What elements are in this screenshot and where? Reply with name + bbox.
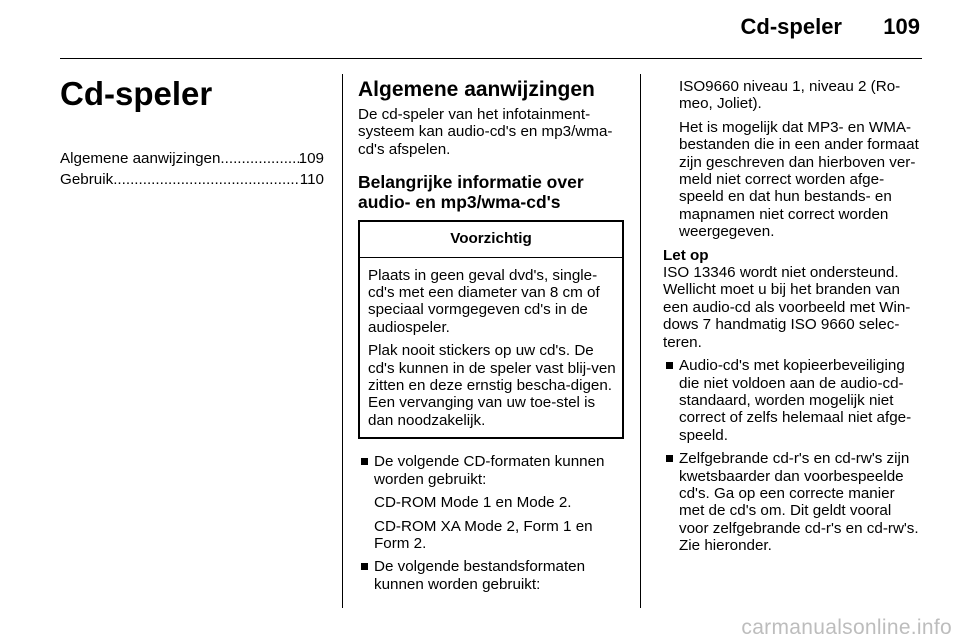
toc-leader bbox=[113, 169, 300, 190]
toc-entry-algemene-aanwijzingen[interactable] bbox=[60, 148, 324, 169]
toc-leader bbox=[220, 148, 298, 169]
continued-mp3-wma-note: Het is mogelijk dat MP3- en WMA-bestanden die in een ander formaat zijn geschreven dan hierboven ver-meld niet correct worden afge-speeld en dat hun bestands- en mapnamen niet correct worden weergegeven. bbox=[679, 118, 919, 241]
bullet-copy-protection: Audio-cd's met kopieerbeveiliging die niet voldoen aan de audio-cd-standaard, worden mogelijk niet correct of zelfs helemaal niet afge-speeld. bbox=[663, 357, 921, 444]
caution-paragraph: Plak nooit stickers op uw cd's. De cd's kunnen in de speler vast blij-ven zitten en deze ernstig bescha-digen. Een vervanging van uw toe-stel is dan noodzakelijk. bbox=[368, 342, 616, 429]
toc-page: 109 bbox=[298, 150, 324, 167]
toc-label: Gebruik bbox=[60, 171, 114, 188]
toc-page: 110 bbox=[299, 171, 324, 188]
caution-body bbox=[360, 258, 622, 438]
running-header-title: Cd-speler bbox=[740, 14, 842, 39]
continued-iso-levels: ISO9660 niveau 1, niveau 2 (Ro-meo, Joliet). bbox=[679, 78, 901, 113]
caution-box bbox=[358, 220, 624, 439]
chapter-title: Cd-speler bbox=[60, 75, 213, 112]
bullet-cd-formats: De volgende CD-formaten kunnen worden gebruikt: bbox=[358, 453, 624, 488]
page-number: 109 bbox=[883, 14, 920, 39]
bullet-self-burned-cds: Zelfgebrande cd-r's en cd-rw's zijn kwetsbaarder dan voorbespeelde cd's. Ga op een correcte manier met de cd's om. Dit geldt vooral voor zelfgebrande cd-r's en cd-rw's. Zie hieronder. bbox=[663, 450, 921, 554]
intro-paragraph: De cd-speler van het infotainment-systeem kan audio-cd's en mp3/wma-cd's afspelen. bbox=[358, 106, 613, 158]
caution-paragraph: Plaats in geen geval dvd's, single-cd's met een diameter van 8 cm of speciaal vormgegeven cd's in de audiospeler. bbox=[368, 266, 600, 336]
toc-entry-gebruik[interactable] bbox=[60, 169, 324, 190]
chapter-column bbox=[60, 74, 324, 190]
column-divider-left bbox=[342, 74, 343, 608]
bullet-file-formats: De volgende bestandsformaten kunnen worden gebruikt: bbox=[358, 558, 624, 593]
header-rule bbox=[60, 58, 922, 59]
note-title: Let op bbox=[663, 246, 709, 264]
toc-label: Algemene aanwijzingen bbox=[60, 150, 221, 167]
sub-item-cd-rom-mode: CD-ROM Mode 1 en Mode 2. bbox=[374, 494, 572, 512]
right-column bbox=[663, 78, 921, 561]
note-body: ISO 13346 wordt niet ondersteund. Wellicht moet u bij het branden van een audio-cd als voorbeeld met Win-dows 7 handmatig ISO 9660 selec-teren. bbox=[663, 264, 911, 351]
middle-column bbox=[358, 78, 624, 599]
subsection-heading: Belangrijke informatie over audio- en mp3/wma-cd's bbox=[358, 172, 584, 213]
sub-item-cd-rom-xa: CD-ROM XA Mode 2, Form 1 en Form 2. bbox=[374, 517, 593, 552]
column-divider-right bbox=[640, 74, 641, 608]
watermark: carmanualsonline.info bbox=[741, 616, 952, 639]
caution-title: Voorzichtig bbox=[360, 222, 622, 257]
section-heading: Algemene aanwijzingen bbox=[358, 78, 595, 101]
